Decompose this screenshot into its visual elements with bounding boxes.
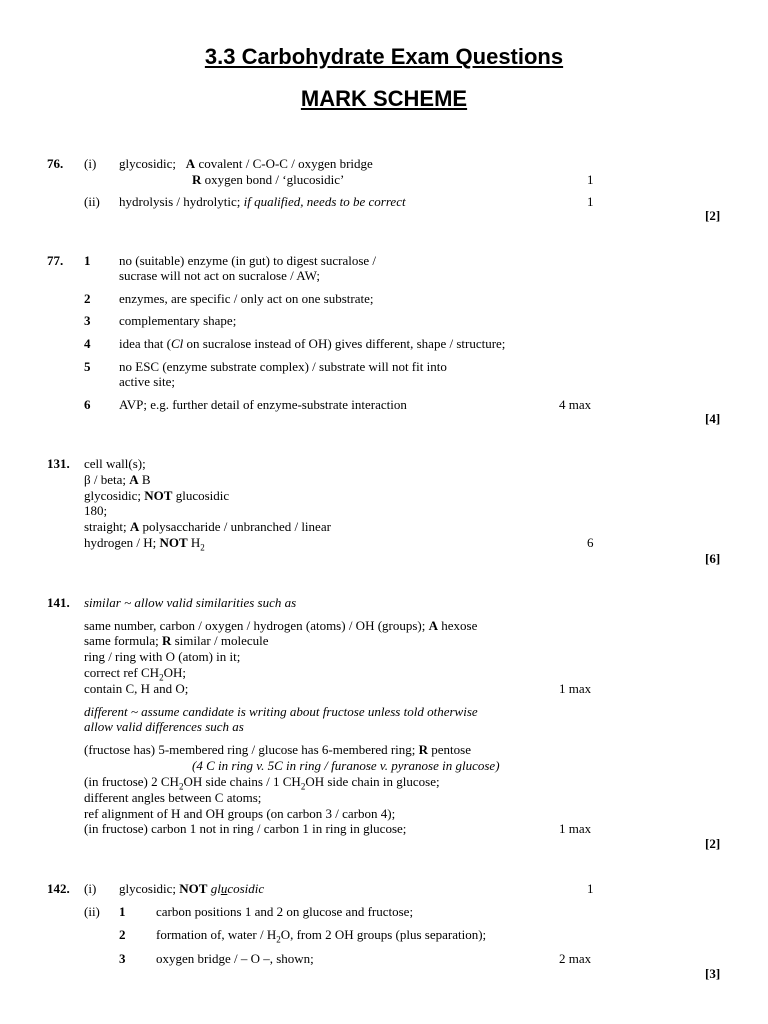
page-subtitle: MARK SCHEME: [300, 86, 468, 111]
answer-line: glycosidic; NOT glucosidic: [119, 881, 265, 896]
answer-line: correct ref $CH_2OH$;: [84, 665, 186, 683]
answer-line: (in fructose) 2 $CH_2OH$ side chains / 1 $CH_2OH$ side chain in glucose;: [84, 774, 440, 792]
point-number: 1: [84, 253, 91, 268]
answer-line: same formula; R similar / molecule: [84, 633, 269, 648]
question-number: 76.: [47, 156, 64, 171]
different-note: different ~ assume candidate is writing about fructose unless told otherwise: [84, 704, 478, 719]
answer-line: oxygen bridge / – O –, shown;: [156, 951, 314, 966]
point-number: 5: [84, 359, 91, 374]
page-title: 3.3 Carbohydrate Exam Questions: [204, 44, 564, 69]
question-number: 141.: [47, 595, 70, 610]
total-marks: [2]: [705, 836, 721, 851]
answer-line: cell wall(s);: [84, 456, 146, 471]
part-label: (ii): [84, 194, 100, 209]
total-marks: [2]: [705, 208, 721, 223]
answer-line: no (suitable) enzyme (in gut) to digest sucralose /: [119, 253, 377, 268]
answer-line: glycosidic; A covalent / C-O-C / oxygen bridge: [119, 156, 373, 171]
total-marks: [3]: [705, 966, 721, 981]
answer-line: (4 C in ring v. 5C in ring / furanose v. pyranose in glucose): [192, 758, 500, 773]
answer-line: active site;: [119, 374, 175, 389]
answer-line: no ESC (enzyme substrate complex) / substrate will not fit into: [119, 359, 447, 374]
total-marks: [6]: [705, 551, 721, 566]
answer-line: (fructose has) 5-membered ring / glucose has 6-membered ring; R pentose: [84, 742, 471, 757]
point-number: 4: [84, 336, 91, 351]
mark: 4 max: [559, 397, 592, 412]
answer-line: different angles between C atoms;: [84, 790, 262, 805]
part-label: (i): [84, 881, 97, 896]
mark: 6: [587, 535, 594, 550]
point-number: 2: [119, 927, 126, 942]
answer-line: ref alignment of H and OH groups (on carbon 3 / carbon 4);: [84, 806, 396, 821]
answer-line: ring / ring with O (atom) in it;: [84, 649, 241, 664]
point-number: 1: [119, 904, 126, 919]
answer-line: same number, carbon / oxygen / hydrogen (atoms) / OH (groups); A hexose: [84, 618, 478, 633]
answer-line: contain C, H and O;: [84, 681, 189, 696]
answer-line: (in fructose) carbon 1 not in ring / carbon 1 in ring in glucose;: [84, 821, 407, 836]
mark: 2 max: [559, 951, 592, 966]
answer-line: hydrolysis / hydrolytic; if qualified, needs to be correct: [119, 194, 406, 209]
total-marks: [4]: [705, 411, 721, 426]
answer-line: glycosidic; NOT glucosidic: [84, 488, 230, 503]
mark: 1 max: [559, 681, 592, 696]
answer-line: 180;: [84, 503, 108, 518]
answer-line: enzymes, are specific / only act on one substrate;: [119, 291, 374, 306]
question-number: 131.: [47, 456, 70, 471]
point-number: 6: [84, 397, 91, 412]
answer-line: formation of, water / $H_2O$, from 2 OH groups (plus separation);: [156, 927, 487, 945]
answer-line: sucrase will not act on sucralose / AW;: [119, 268, 321, 283]
question-number: 77.: [47, 253, 64, 268]
different-note: allow valid differences such as: [84, 719, 244, 734]
point-number: 2: [84, 291, 91, 306]
part-label: (ii): [84, 904, 100, 919]
mark: 1: [587, 172, 594, 187]
point-number: 3: [119, 951, 126, 966]
mark: 1 max: [559, 821, 592, 836]
question-number: 142.: [47, 881, 70, 896]
answer-line: idea that (Cl on sucralose instead of OH) gives different, shape / structure;: [119, 336, 506, 351]
answer-line: hydrogen / H; NOT $H_2$: [84, 535, 205, 553]
answer-line: β / beta; A B: [84, 472, 151, 487]
answer-line: complementary shape;: [119, 313, 237, 328]
mark: 1: [587, 881, 594, 896]
answer-line: straight; A polysaccharide / unbranched / linear: [84, 519, 331, 534]
answer-line: R oxygen bond / ‘glucosidic’: [192, 172, 345, 187]
point-number: 3: [84, 313, 91, 328]
similar-note: similar ~ allow valid similarities such as: [84, 595, 297, 610]
answer-line: AVP; e.g. further detail of enzyme-substrate interaction: [119, 397, 407, 412]
part-label: (i): [84, 156, 97, 171]
mark: 1: [587, 194, 594, 209]
answer-line: carbon positions 1 and 2 on glucose and fructose;: [156, 904, 414, 919]
